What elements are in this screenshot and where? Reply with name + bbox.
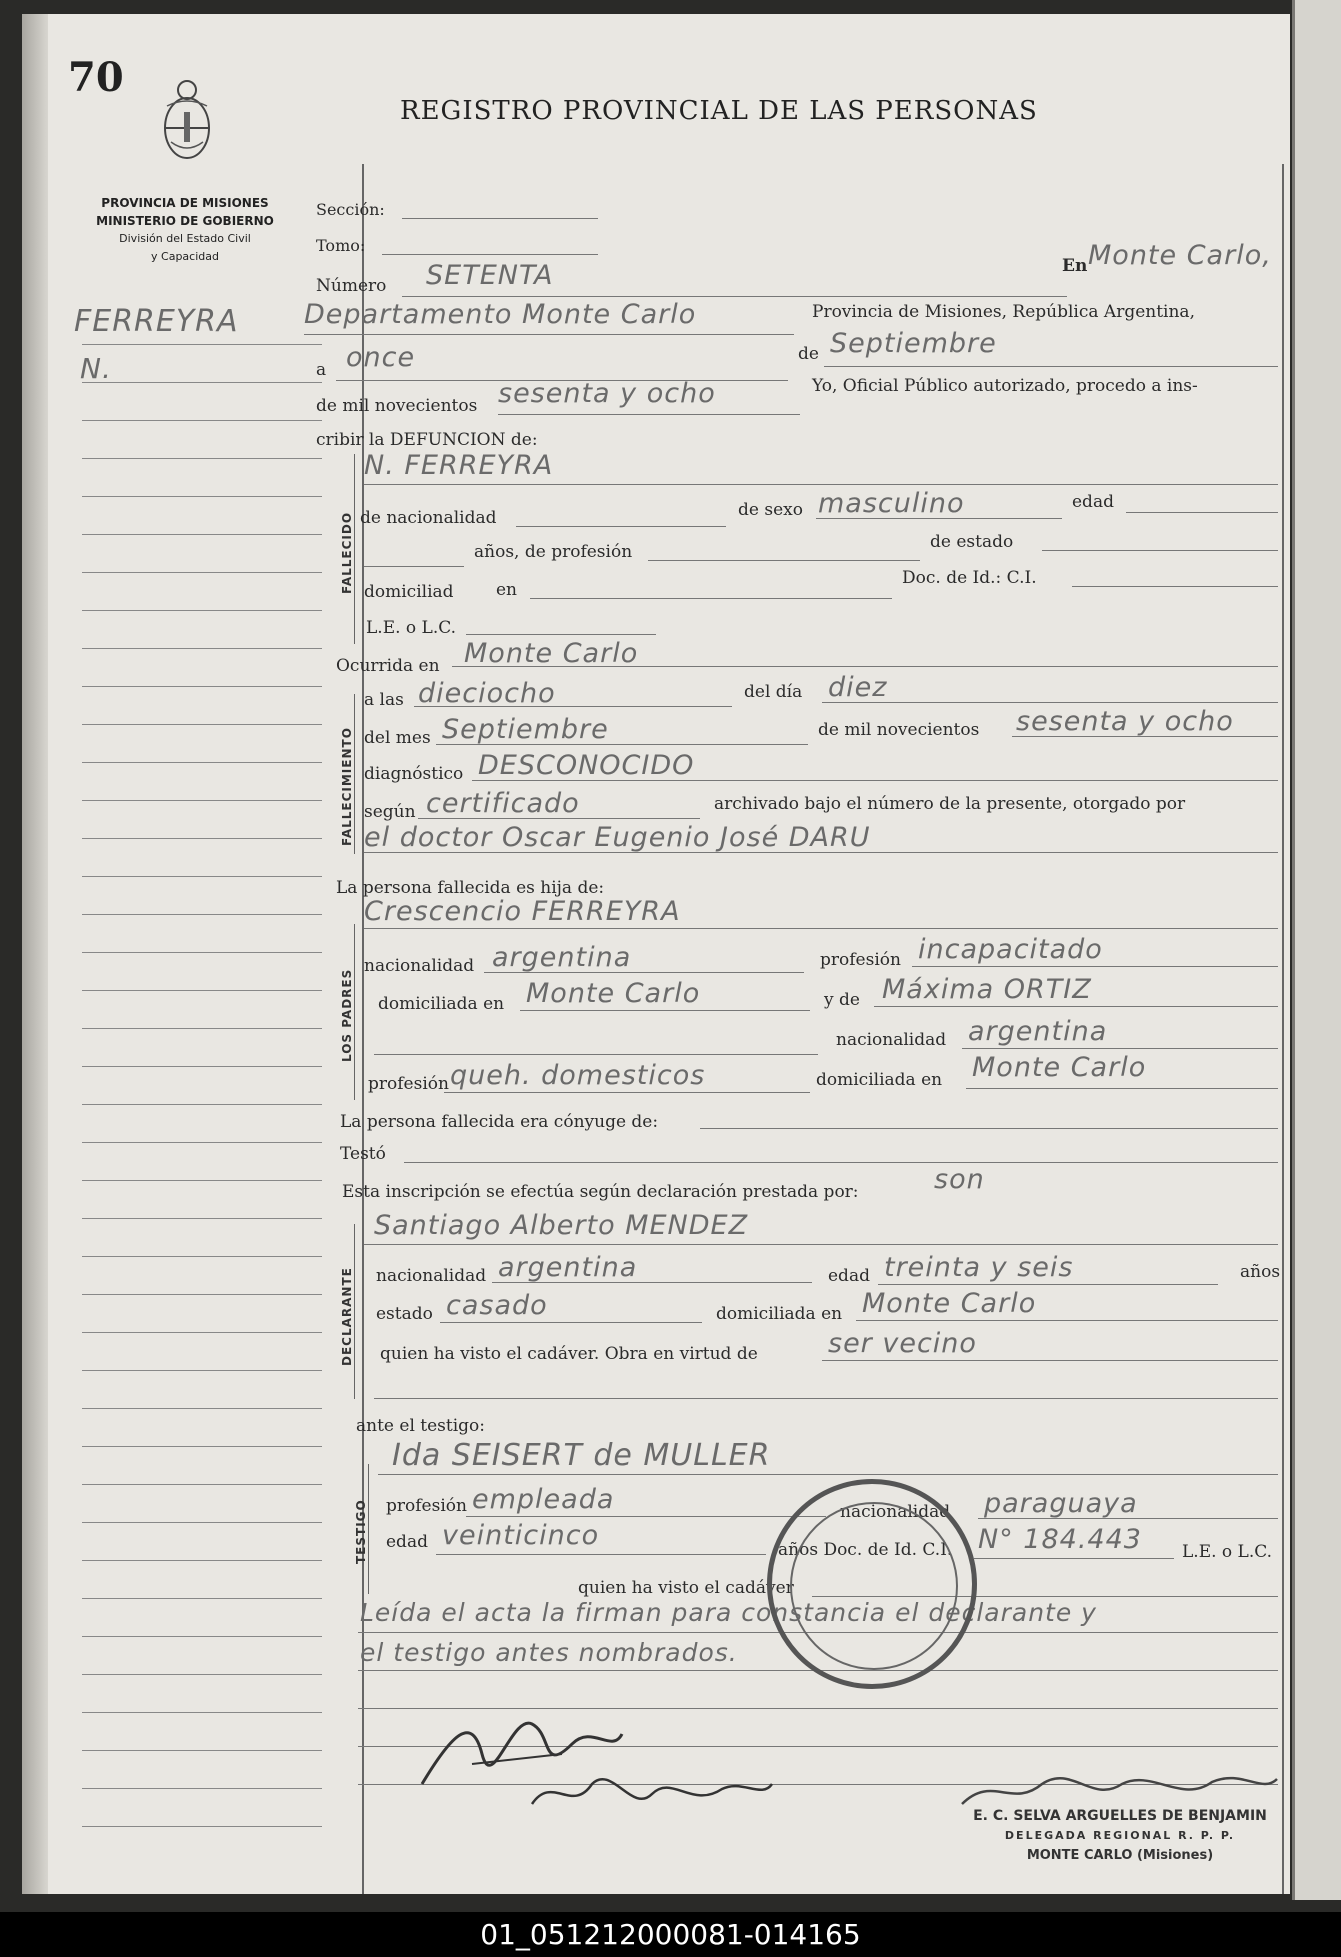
label-mil-nov2: de mil novecientos: [818, 720, 980, 740]
label-del-dia: del día: [744, 682, 803, 702]
entry-padre: Crescencio FERREYRA: [364, 896, 681, 927]
difunto-line: [364, 484, 1278, 485]
declarante-bar: [354, 1224, 355, 1399]
label-quien-visto2: quien ha visto el cadáver: [578, 1578, 794, 1598]
le-line: [466, 634, 656, 635]
entry-padre-nacionalidad: argentina: [492, 942, 632, 973]
padre-line: [364, 928, 1278, 929]
label-provincia: Provincia de Misiones, República Argentina,: [812, 302, 1195, 322]
label-de-estado: de estado: [930, 532, 1014, 552]
estado-line: [1042, 550, 1278, 551]
declarante-line: [364, 1244, 1278, 1245]
conyuge-line: [700, 1128, 1278, 1129]
margin-line: [82, 610, 322, 611]
ocurrida-line: [452, 666, 1278, 667]
label-anos-doc: años Doc. de Id. C.I.: [778, 1540, 953, 1560]
margin-line: [82, 1180, 322, 1181]
medico-line: [364, 852, 1278, 853]
label-edad: edad: [1072, 492, 1114, 512]
numero-line: [402, 296, 1067, 297]
entry-testigo-doc: N° 184.443: [978, 1524, 1142, 1555]
entry-anio: sesenta y ocho: [498, 378, 716, 409]
margin-line: [82, 648, 322, 649]
office-capacity: y Capacidad: [151, 250, 219, 263]
entry-madre-nacionalidad: argentina: [968, 1016, 1108, 1047]
entry-mes-muerte: Septiembre: [442, 714, 609, 745]
label-en-domicilio: en: [496, 580, 518, 600]
margin-line: [82, 1104, 322, 1105]
label-diagnostico: diagnóstico: [364, 764, 464, 784]
margin-line: [82, 1788, 322, 1789]
testigo-doc-line: [974, 1558, 1174, 1559]
entry-mes: Septiembre: [830, 328, 997, 359]
margin-line: [82, 1218, 322, 1219]
label-inscripcion: Esta inscripción se efectúa según declaración prestada por:: [342, 1182, 859, 1202]
entry-declarante-estado: casado: [446, 1290, 548, 1321]
label-de: de: [798, 344, 819, 364]
label-sexo: de sexo: [738, 500, 803, 520]
declarante-end-line: [374, 1398, 1278, 1399]
label-mil-novecientos: de mil novecientos: [316, 396, 478, 416]
entry-declarante-virtud: ser vecino: [828, 1328, 977, 1359]
label-madre-nacionalidad: nacionalidad: [836, 1030, 947, 1050]
diagnostico-line: [472, 780, 1278, 781]
page-edge: [22, 14, 48, 1894]
official-seal-icon: [767, 1479, 977, 1689]
declarante-domicilio-line: [856, 1320, 1278, 1321]
label-declarante-nacionalidad: nacionalidad: [376, 1266, 487, 1286]
margin-line: [82, 344, 322, 345]
declarante-nacionalidad-line: [492, 1282, 812, 1283]
edad-line: [1126, 512, 1278, 513]
label-padre-profesion: profesión: [820, 950, 901, 970]
margin-line: [82, 1826, 322, 1827]
entry-medico: el doctor Oscar Eugenio José DARU: [364, 822, 871, 853]
entry-hora: dieciocho: [418, 678, 556, 709]
margin-line: [82, 1294, 322, 1295]
entry-padre-profesion: incapacitado: [918, 934, 1103, 965]
entry-anio-muerte: sesenta y ocho: [1016, 706, 1234, 737]
margin-line: [82, 572, 322, 573]
margin-line: [82, 1256, 322, 1257]
seccion-line: [402, 218, 598, 219]
office-province: PROVINCIA DE MISIONES: [101, 196, 269, 210]
margin-line: [82, 1712, 322, 1713]
margin-line: [82, 420, 322, 421]
tomo-line: [382, 254, 598, 255]
page-number: 70: [68, 54, 124, 101]
sexo-line: [816, 518, 1062, 519]
margin-line: [82, 1370, 322, 1371]
entry-numero: SETENTA: [426, 260, 554, 291]
anos-line: [364, 566, 464, 567]
entry-declarante-edad: treinta y seis: [884, 1252, 1074, 1283]
next-page-edge: [1292, 0, 1341, 1900]
label-ante-testigo: ante el testigo:: [356, 1416, 486, 1436]
entry-dia: once: [346, 342, 416, 373]
entry-declarante: Santiago Alberto MENDEZ: [374, 1210, 749, 1241]
hora-line: [414, 706, 732, 707]
domicilio-line: [530, 598, 892, 599]
margin-line: [82, 990, 322, 991]
margin-line: [82, 1332, 322, 1333]
margin-line: [82, 1750, 322, 1751]
margin-line: [82, 1484, 322, 1485]
departamento-line: [304, 334, 794, 335]
margin-line: [82, 458, 322, 459]
official-role: DELEGADA REGIONAL R. P. P.: [1004, 1829, 1236, 1842]
entry-madre-domicilio: Monte Carlo: [972, 1052, 1147, 1083]
madre-profesion-line: [444, 1092, 810, 1093]
label-declarante-domicilio: domiciliada en: [716, 1304, 843, 1324]
padre-nacionalidad-line: [484, 972, 804, 973]
label-quien-visto: quien ha visto el cadáver. Obra en virtud de: [380, 1344, 758, 1364]
entry-testigo-edad: veinticinco: [442, 1520, 600, 1551]
entry-departamento: Departamento Monte Carlo: [304, 299, 697, 330]
label-madre-domicilio: domiciliada en: [816, 1070, 943, 1090]
dia-muerte-line: [822, 702, 1278, 703]
profesion-line: [648, 560, 920, 561]
testigo-bar: [368, 1464, 369, 1594]
nacionalidad-line: [516, 526, 726, 527]
entry-nota1: Leída el acta la firman para constancia el declarante y: [360, 1598, 1097, 1627]
label-a-las: a las: [364, 690, 404, 710]
office-division: División del Estado Civil: [119, 232, 251, 245]
entry-segun: certificado: [426, 788, 580, 819]
padres-bar: [354, 924, 355, 1100]
label-tomo: Tomo:: [316, 236, 366, 255]
entry-madre-profesion: queh. domesticos: [450, 1060, 706, 1091]
anio-line: [498, 414, 800, 415]
image-caption: 01_051212000081-014165: [0, 1912, 1341, 1957]
entry-sexo: masculino: [818, 488, 965, 519]
official-place: MONTE CARLO (Misiones): [1026, 1848, 1214, 1863]
office-ministry: MINISTERIO DE GOBIERNO: [96, 214, 274, 228]
margin-line: [82, 1142, 322, 1143]
doc-line: [1072, 586, 1278, 587]
label-y-de: y de: [824, 990, 860, 1010]
fallecimiento-bar: [354, 694, 355, 854]
entry-declarante-domicilio: Monte Carlo: [862, 1288, 1037, 1319]
label-le-o-lc: L.E. o L.C.: [1182, 1542, 1273, 1562]
entry-dia-muerte: diez: [828, 672, 888, 703]
margin-line: [82, 382, 322, 383]
label-en: En: [1062, 256, 1088, 276]
label-padre-domicilio: domiciliada en: [378, 994, 505, 1014]
entry-testigo: Ida SEISERT de MULLER: [392, 1438, 771, 1473]
fallecido-bar: [354, 454, 355, 644]
virtud-line: [822, 1360, 1278, 1361]
madre-nacionalidad-line: [962, 1048, 1278, 1049]
declarante-estado-line: [440, 1322, 702, 1323]
entry-nota2: el testigo antes nombrados.: [360, 1638, 738, 1667]
label-yo-oficial: Yo, Oficial Público autorizado, procedo a ins-: [812, 376, 1198, 396]
margin-line: [82, 1028, 322, 1029]
margin-name: N.: [80, 352, 112, 385]
entry-difunto: N. FERREYRA: [364, 450, 554, 481]
mes-line: [824, 366, 1278, 367]
label-conyuge: La persona fallecida era cónyuge de:: [340, 1112, 659, 1132]
label-cribir: cribir la DEFUNCION de:: [316, 430, 538, 450]
testigo-line: [378, 1474, 1278, 1475]
testigo-profesion-line: [466, 1516, 826, 1517]
label-le-lc: L.E. o L.C.: [366, 618, 457, 638]
margin-line: [82, 1674, 322, 1675]
margin-line: [82, 1636, 322, 1637]
label-anos-profesion: años, de profesión: [474, 542, 633, 562]
label-hija-de: La persona fallecida es hija de:: [336, 878, 605, 898]
label-del-mes: del mes: [364, 728, 431, 748]
label-testigo-nacionalidad: nacionalidad: [840, 1502, 951, 1522]
margin-line: [82, 686, 322, 687]
madre-line: [874, 1006, 1278, 1007]
margin-line: [82, 496, 322, 497]
section-fallecimiento: FALLECIMIENTO: [340, 727, 354, 846]
label-seccion: Sección:: [316, 200, 385, 219]
label-declarante-estado: estado: [376, 1304, 433, 1324]
label-testigo-edad: edad: [386, 1532, 428, 1552]
margin-line: [82, 914, 322, 915]
anio-muerte-line: [1012, 736, 1278, 737]
entry-declarante-rel: son: [934, 1164, 985, 1195]
margin-line: [82, 1598, 322, 1599]
padre-domicilio-line: [520, 1010, 810, 1011]
margin-line: [82, 1446, 322, 1447]
madre-extra-line: [374, 1054, 818, 1055]
register-page: [22, 14, 1290, 1894]
declarante-edad-line: [878, 1284, 1218, 1285]
margin-line: [82, 1522, 322, 1523]
section-declarante: DECLARANTE: [340, 1267, 354, 1366]
margin-line: [82, 1066, 322, 1067]
margin-line: [82, 838, 322, 839]
testo-line: [404, 1162, 1278, 1163]
mes-muerte-line: [436, 744, 808, 745]
label-padre-nacionalidad: nacionalidad: [364, 956, 475, 976]
entry-diagnostico: DESCONOCIDO: [478, 750, 695, 781]
margin-line: [82, 1560, 322, 1561]
entry-testigo-nacionalidad: paraguaya: [984, 1488, 1138, 1519]
margin-line: [82, 876, 322, 877]
entry-madre: Máxima ORTIZ: [882, 974, 1092, 1005]
signature-testigo-icon: [522, 1754, 782, 1834]
entry-testigo-profesion: empleada: [472, 1484, 615, 1515]
testigo-nacionalidad-line: [978, 1518, 1278, 1519]
label-testigo-profesion: profesión: [386, 1496, 467, 1516]
margin-line: [82, 724, 322, 725]
madre-domicilio-line: [966, 1088, 1278, 1089]
margin-line: [82, 762, 322, 763]
margin-surname: FERREYRA: [74, 304, 239, 339]
entry-lugar: Monte Carlo,: [1088, 240, 1272, 271]
entry-declarante-nacionalidad: argentina: [498, 1252, 638, 1283]
section-los-padres: LOS PADRES: [340, 968, 354, 1062]
entry-ocurrida: Monte Carlo: [464, 638, 639, 669]
label-madre-profesion: profesión: [368, 1074, 449, 1094]
official-name: E. C. SELVA ARGUELLES DE BENJAMIN: [973, 1808, 1267, 1824]
margin-line: [82, 952, 322, 953]
label-a: a: [316, 360, 327, 380]
section-fallecido: FALLECIDO: [340, 511, 354, 594]
official-block: [962, 1806, 1278, 1866]
margin-line: [82, 800, 322, 801]
section-testigo: TESTIGO: [354, 1499, 368, 1564]
label-nacionalidad: de nacionalidad: [360, 508, 497, 528]
segun-line: [418, 818, 700, 819]
label-testo: Testó: [340, 1144, 386, 1164]
label-anos: años: [1240, 1262, 1281, 1282]
label-segun: según: [364, 802, 416, 822]
entry-padre-domicilio: Monte Carlo: [526, 978, 701, 1009]
label-domiciliad: domiciliad: [364, 582, 454, 602]
padre-profesion-line: [912, 966, 1278, 967]
coat-of-arms-icon: [157, 76, 217, 164]
margin-line: [82, 534, 322, 535]
label-declarante-edad: edad: [828, 1266, 870, 1286]
label-ocurrida: Ocurrida en: [336, 656, 440, 676]
page-title: REGISTRO PROVINCIAL DE LAS PERSONAS: [400, 96, 1038, 126]
label-archivado: archivado bajo el número de la presente, otorgado por: [714, 794, 1186, 814]
margin-line: [82, 1408, 322, 1409]
label-numero: Número: [316, 276, 387, 296]
testigo-edad-line: [436, 1554, 766, 1555]
label-doc-id: Doc. de Id.: C.I.: [902, 568, 1037, 588]
office-block: [70, 194, 300, 266]
